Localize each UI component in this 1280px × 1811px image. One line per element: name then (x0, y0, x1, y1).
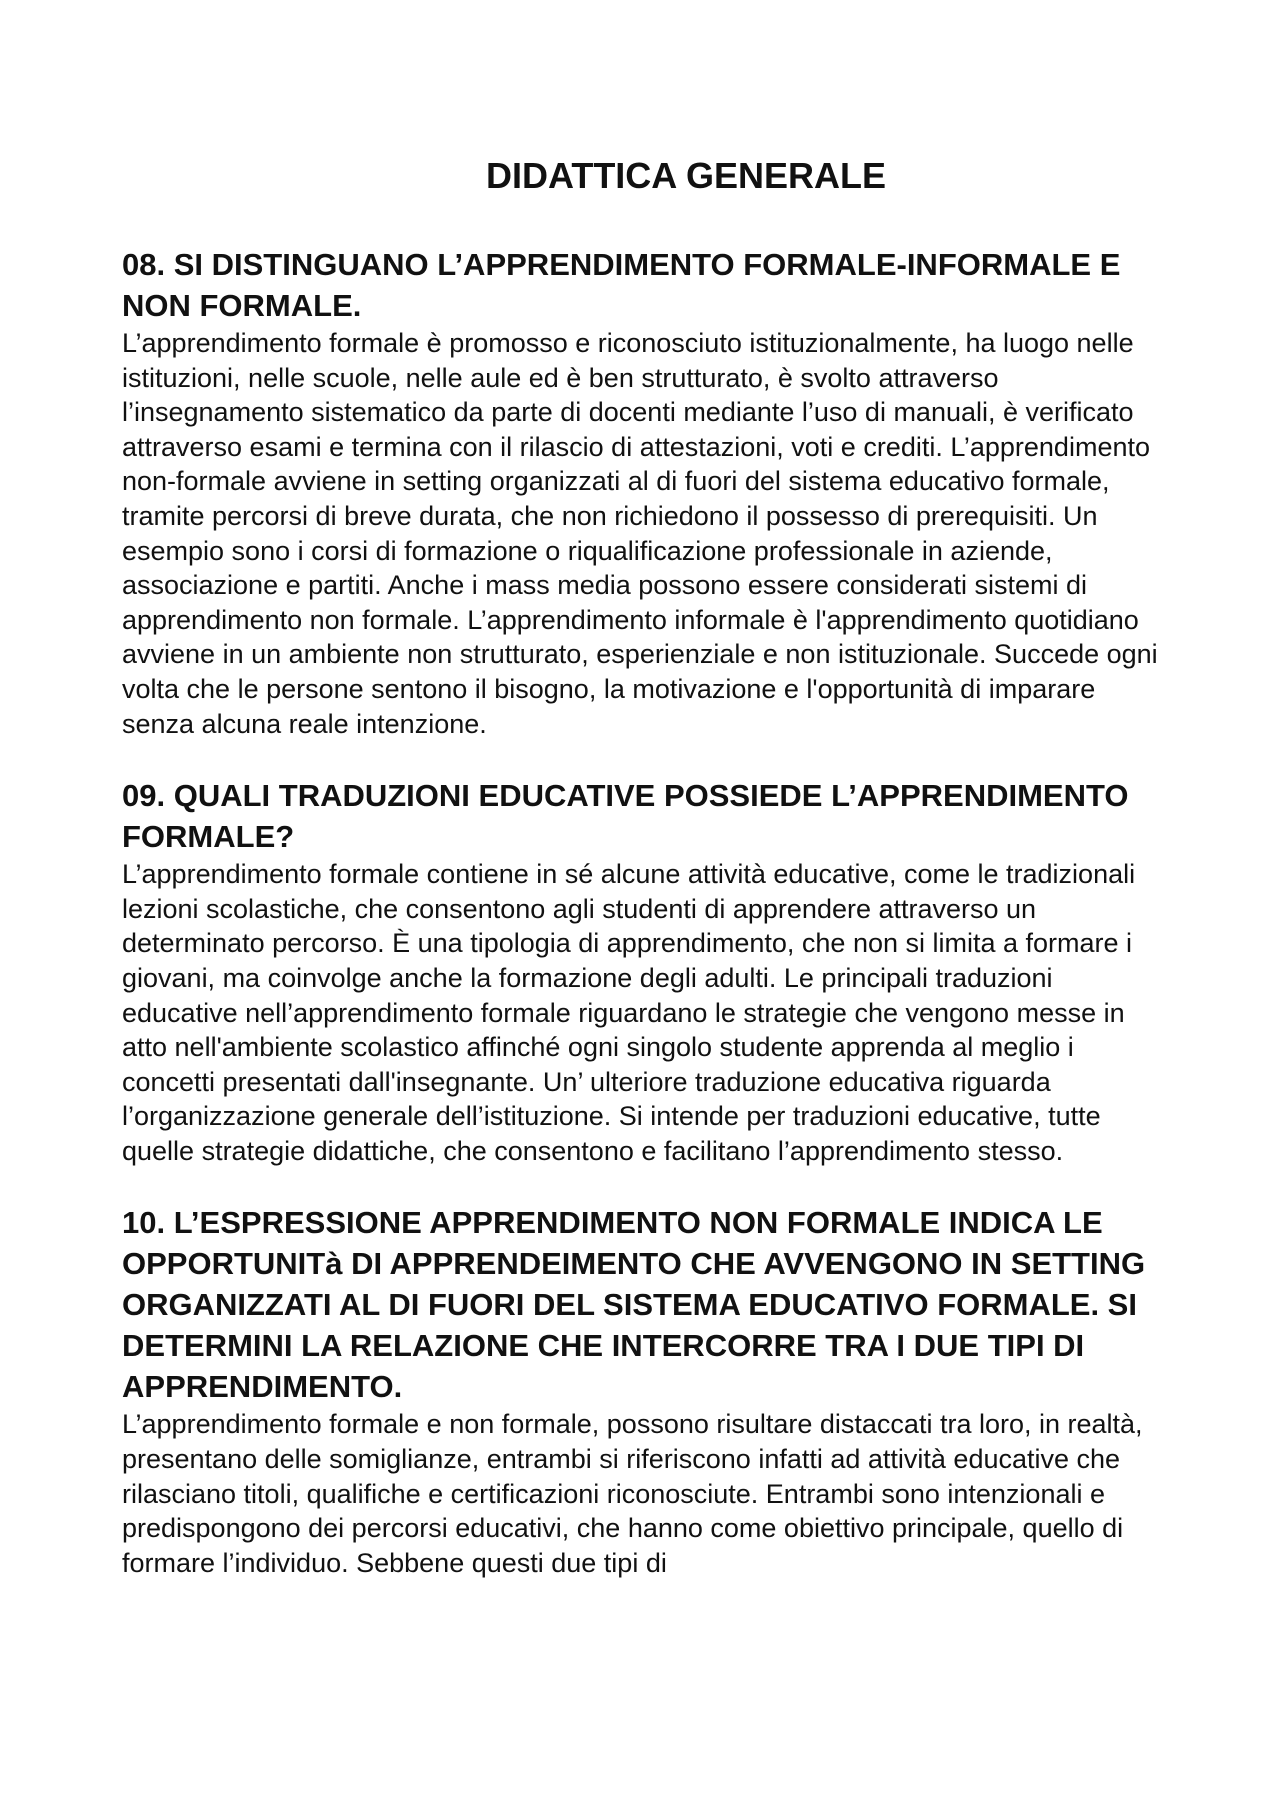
question-heading: 10. L’ESPRESSIONE APPRENDIMENTO NON FORMALE INDICA LE OPPORTUNITà DI APPRENDEIMENTO CHE AVVENGONO IN SETTING ORGANIZZATI AL DI FUORI DEL SISTEMA EDUCATIVO FORMALE. SI DETERMINI LA RELAZIONE CHE INTERCORRE TRA I DUE TIPI DI APPRENDIMENTO. (122, 1205, 1146, 1405)
question-heading: 08. SI DISTINGUANO L’APPRENDIMENTO FORMALE-INFORMALE E NON FORMALE. (122, 247, 1121, 323)
document-title: DIDATTICA GENERALE (486, 155, 886, 196)
answer-paragraph: L’apprendimento formale contiene in sé alcune attività educative, come le tradizionali lezioni scolastiche, che consentono agli studenti di apprendere attraverso un determinato percorso. È una tipologia di apprendimento, che non si limita a formare i giovani, ma coinvolge anche la formazione degli adulti. Le principali traduzioni educative nell’apprendimento formale riguardano le strategie che vengono messe in atto nell'ambiente scolastico affinché ogni singolo studente apprenda al meglio i concetti presentati dall'insegnante. Un’ ulteriore traduzione educativa riguarda l’organizzazione generale dell’istituzione. Si intende per traduzioni educative, tutte quelle strategie didattiche, che consentono e facilitano l’apprendimento stesso. (122, 859, 1136, 1166)
answer-paragraph: L’apprendimento formale è promosso e riconosciuto istituzionalmente, ha luogo nelle istituzioni, nelle scuole, nelle aule ed è ben strutturato, è svolto attraverso l’insegnamento sistematico da parte di docenti mediante l’uso di manuali, è verificato attraverso esami e termina con il rilascio di attestazioni, voti e crediti. L’apprendimento non-formale avviene in setting organizzati al di fuori del sistema educativo formale, tramite percorsi di breve durata, che non richiedono il possesso di prerequisiti. Un esempio sono i corsi di formazione o riqualificazione professionale in aziende, associazione e partiti. Anche i mass media possono essere considerati sistemi di apprendimento non formale. L’apprendimento informale è l'apprendimento quotidiano avviene in un ambiente non strutturato, esperienziale e non istituzionale. Succede ogni volta che le persone sentono il bisogno, la motivazione e l'opportunità di imparare senza alcuna reale intenzione. (122, 328, 1158, 739)
question-section-10 (122, 1202, 1172, 1580)
question-section-09 (122, 775, 1172, 1168)
answer-paragraph: L’apprendimento formale e non formale, possono risultare distaccati tra loro, in realtà, presentano delle somiglianze, entrambi si riferiscono infatti ad attività educative che rilasciano titoli, qualifiche e certificazioni riconosciute. Entrambi sono intenzionali e predispongono dei percorsi educativi, che hanno come obiettivo principale, quello di formare l’individuo. Sebbene questi due tipi di (122, 1409, 1143, 1578)
question-section-08 (122, 244, 1172, 741)
question-heading: 09. QUALI TRADUZIONI EDUCATIVE POSSIEDE L’APPRENDIMENTO FORMALE? (122, 778, 1129, 855)
document-body (122, 244, 1172, 1580)
